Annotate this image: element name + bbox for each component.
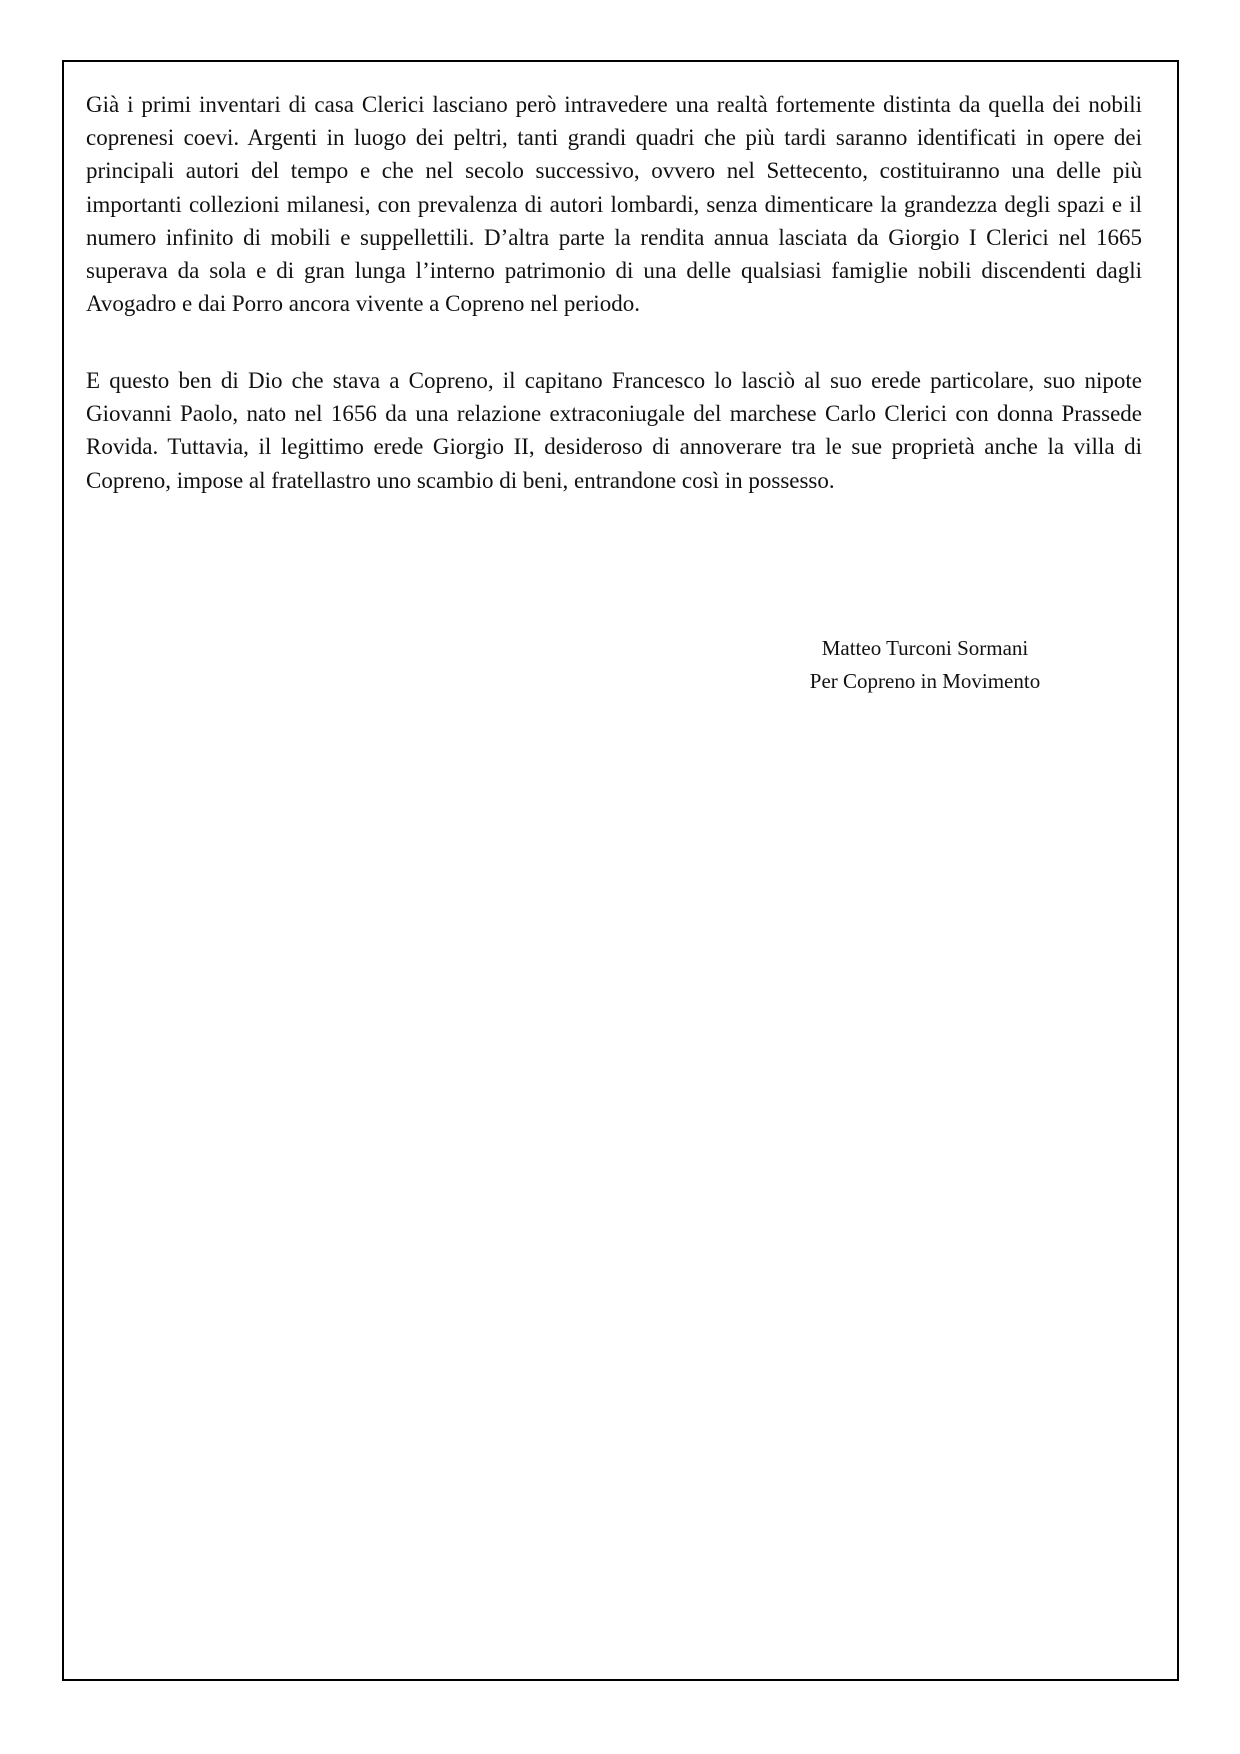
body-paragraph-2: E questo ben di Dio che stava a Copreno, il capitano Francesco lo lasciò al suo erede particolare, suo nipote Giovanni Paolo, nato nel 1656 da una relazione extraconiugale del marchese Carlo Clerici con donna Prassede Rovida. Tuttavia, il legittimo erede Giorgio II, desideroso di annoverare tra le sue proprietà anche la villa di Copreno, impose al fratellastro uno scambio di beni, entrandone così in possesso. — [86, 368, 1142, 493]
signature-author: Matteo Turconi Sormani — [821, 636, 1029, 660]
signature-block — [745, 632, 1105, 698]
body-paragraph-1: Già i primi inventari di casa Clerici lasciano però intravedere una realtà fortemente distinta da quella dei nobili coprenesi coevi. Argenti in luogo dei peltri, tanti grandi quadri che più tardi saranno identificati in opere dei principali autori del tempo e che nel secolo successivo, ovvero nel Settecento, costituiranno una delle più importanti collezioni milanesi, con prevalenza di autori lombardi, senza dimenticare la grandezza degli spazi e il numero infinito di mobili e suppellettili. D’altra parte la rendita annua lasciata da Giorgio I Clerici nel 1665 superava da sola e di gran lunga l’interno patrimonio di una delle qualsiasi famiglie nobili discendenti dagli Avogadro e dai Porro ancora vivente a Copreno nel periodo. — [86, 92, 1142, 317]
signature-affiliation: Per Copreno in Movimento — [809, 669, 1041, 693]
